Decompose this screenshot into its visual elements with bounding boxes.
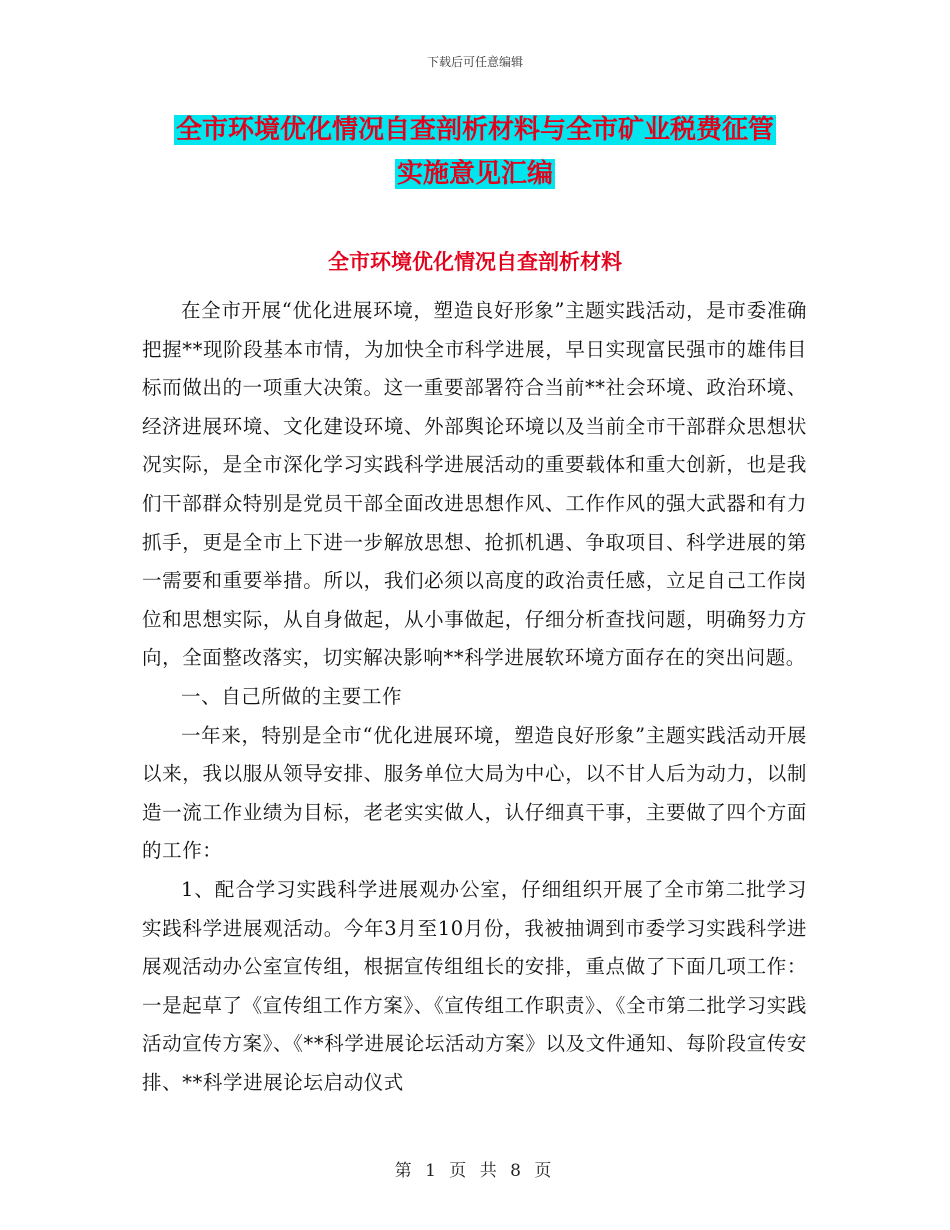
body-text — [142, 292, 807, 1102]
page-footer: 第 1 页 共 8 页 — [394, 1161, 556, 1181]
document-title — [140, 108, 810, 196]
section-title: 全市环境优化情况自查剖析材料 — [328, 250, 622, 274]
paragraph-heading-1: 一、自己所做的主要工作 — [181, 684, 403, 708]
paragraph-item-1: 1、配合学习实践科学进展观办公室，仔细组织开展了全市第二批学习实践科学进展观活动。今年3月至10月份，我被抽调到市委学习实践科学进展观活动办公室宣传组，根据宣传组组长的安排，重点做了下面几项工作：一是起草了《宣传组工作方案》、《宣传组工作职责》、《全市第二批学习实践活动宣传方案》、《**科学进展论坛活动方案》以及文件通知、每阶段宣传安排、**科学进展论坛启动仪式 — [142, 877, 807, 1094]
document-title-line-2: 实施意见汇编 — [396, 159, 553, 189]
header-note: 下载后可任意编辑 — [426, 55, 523, 69]
paragraph-intro: 在全市开展“优化进展环境，塑造良好形象”主题实践活动，是市委准确把握**现阶段基本市情，为加快全市科学进展，早日实现富民强市的雄伟目标而做出的一项重大决策。这一重要部署符合当前**社会环境、政治环境、经济进展环境、文化建设环境、外部舆论环境以及当前全市干部群众思想状况实际，是全市深化学习实践科学进展活动的重要载体和重大创新，也是我们干部群众特别是党员干部全面改进思想作风、工作作风的强大武器和有力抓手，更是全市上下进一步解放思想、抢抓机遇、争取项目、科学进展的第一需要和重要举措。所以，我们必须以高度的政治责任感，立足自己工作岗位和思想实际，从自身做起，从小事做起，仔细分析查找问题，明确努力方向，全面整改落实，切实解决影响**科学进展软环境方面存在的突出问题。 — [142, 299, 807, 670]
document-title-line-1: 全市环境优化情况自查剖析材料与全市矿业税费征管 — [175, 115, 774, 145]
paragraph-work-summary: 一年来，特别是全市“优化进展环境，塑造良好形象”主题实践活动开展以来，我以服从领导安排、服务单位大局为中心，以不甘人后为动力，以制造一流工作业绩为目标，老老实实做人，认仔细真干事，主要做了四个方面的工作： — [142, 723, 807, 863]
